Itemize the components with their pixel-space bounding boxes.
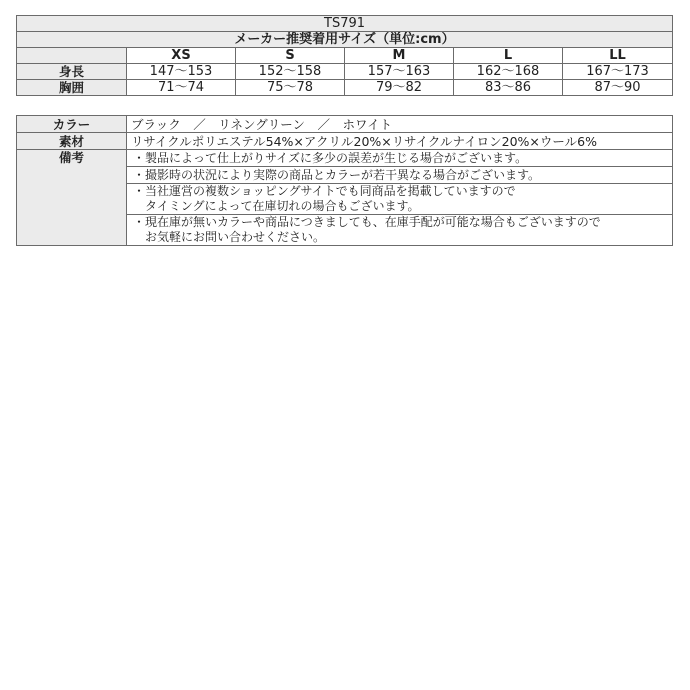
size-header-row [17, 48, 673, 64]
size-header-ll: LL [563, 48, 673, 64]
material-value: リサイクルポリエステル54%×アクリル20%×リサイクルナイロン20%×ウール6% [127, 133, 673, 150]
size-chart-subtitle: メーカー推奨着用サイズ（単位:cm） [17, 32, 673, 48]
size-chart-table [16, 15, 673, 96]
material-label: 素材 [17, 133, 127, 150]
size-header-xs: XS [127, 48, 236, 64]
height-row [17, 64, 673, 80]
color-value: ブラック ／ リネングリーン ／ ホワイト [127, 116, 673, 133]
note-item [127, 184, 673, 215]
product-spec-sheet [16, 15, 672, 246]
size-chart-title-row [17, 16, 673, 32]
note-line: ・製品によって仕上がりサイズに多少の誤差が生じる場合がございます。 [133, 150, 528, 165]
height-s: 152～158 [236, 64, 345, 80]
size-header-s: S [236, 48, 345, 64]
note-item [127, 150, 673, 167]
size-header-corner [17, 48, 127, 64]
product-info-table [16, 115, 673, 246]
size-header-l: L [454, 48, 563, 64]
color-label: カラー [17, 116, 127, 133]
height-xs: 147～153 [127, 64, 236, 80]
chest-row [17, 80, 673, 96]
size-header-m: M [345, 48, 454, 64]
note-line: ・撮影時の状況により実際の商品とカラーが若干異なる場合がございます。 [133, 167, 541, 182]
size-chart-subtitle-row [17, 32, 673, 48]
chest-m: 79～82 [345, 80, 454, 96]
note-item [127, 167, 673, 184]
height-m: 157～163 [345, 64, 454, 80]
notes-label: 備考 [17, 150, 127, 246]
note-row [17, 150, 673, 167]
color-row [17, 116, 673, 133]
chest-l: 83～86 [454, 80, 563, 96]
note-line: タイミングによって在庫切れの場合もございます。 [133, 199, 420, 213]
height-label: 身長 [17, 64, 127, 80]
chest-s: 75～78 [236, 80, 345, 96]
material-row [17, 133, 673, 150]
chest-label: 胸囲 [17, 80, 127, 96]
chest-xs: 71～74 [127, 80, 236, 96]
height-l: 162～168 [454, 64, 563, 80]
note-line: お気軽にお問い合わせください。 [133, 230, 326, 244]
note-line: ・現在庫が無いカラーや商品につきましても、在庫手配が可能な場合もございますので [133, 215, 601, 229]
height-ll: 167～173 [563, 64, 673, 80]
model-number: TS791 [17, 16, 673, 32]
note-line: ・当社運営の複数ショッピングサイトでも同商品を掲載していますので [133, 184, 516, 198]
chest-ll: 87～90 [563, 80, 673, 96]
note-item [127, 215, 673, 246]
